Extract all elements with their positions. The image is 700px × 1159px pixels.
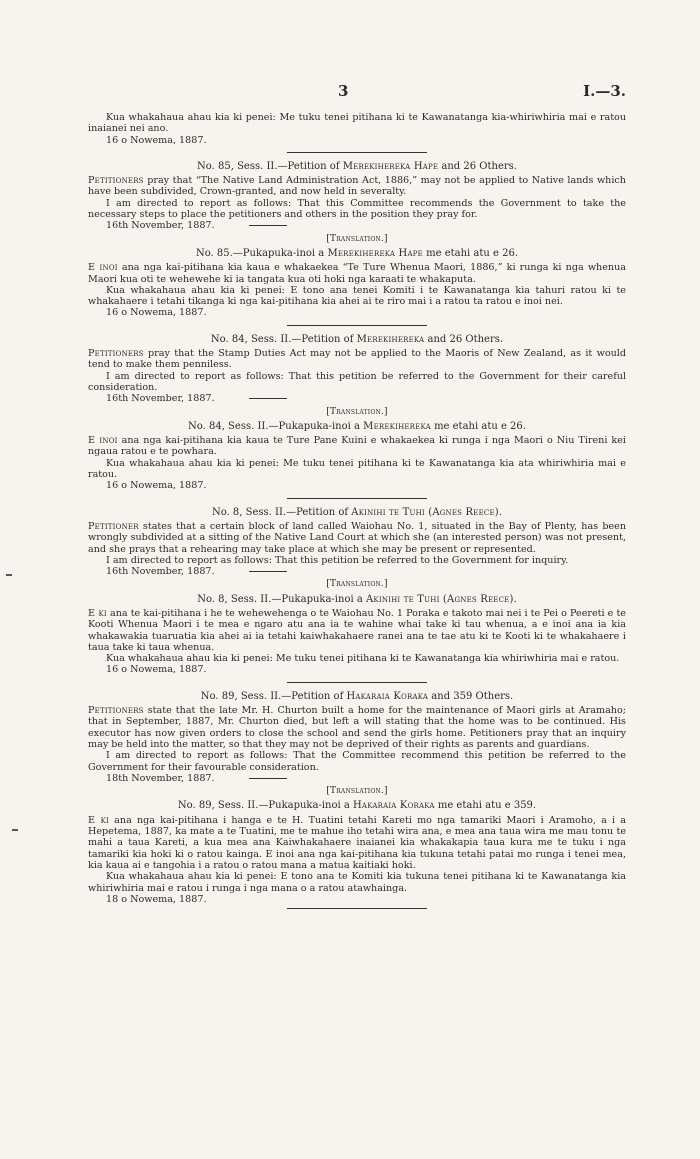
section-maori-tail bbox=[88, 112, 626, 146]
section-divider bbox=[287, 682, 427, 683]
petition-body: E ki ana te kai-pitihana i he te wehewehenga o te Waiohau No. 1 Poraka e takoto mai nei i te Pei o Peereti e te Kooti Whenua Maori i te mea e ngaro atu ana ia te wahine whai take ki tau whenua, a e inoi ana ia kia whakawakia tuaruatia kia ahei ai ia tetahi kaiwhakahaere ranei ana te tae atu ki te Kooti ki te whakahaere i taua take ki taua whenua. bbox=[88, 607, 626, 653]
petition-heading: No. 85.—Pukapuka-inoi a Merekihereka Hape me etahi atu e 26. bbox=[195, 247, 519, 259]
report-paragraph: I am directed to report as follows: That this Committee recommends the Government to take the necessary steps to place the petitioners and others in the position they pray for. bbox=[88, 197, 626, 221]
section-petition-89-maori bbox=[88, 786, 626, 905]
report-paragraph: Kua whakahaua ahau kia ki penei: Me tuku tenei pitihana ki te Kawanatanga kia ata whiriwhiria mai e ratou. bbox=[88, 457, 626, 481]
report-paragraph: Kua whakahaua ahau kia ki penei: Me tuku tenei pitihana ki te Kawanatanga kia-whiriwhiria mai e ratou inaianei nei ano. bbox=[88, 112, 626, 135]
report-paragraph: Kua whakahaua ahau kia ki penei: E tono ana te Komiti kia tukuna tenei pitihana ki te Kawanatanga kia whiriwhiria mai e ratou i runga i nga mana o a ratou atawhainga. bbox=[88, 871, 626, 894]
report-paragraph: I am directed to report as follows: That the Committee recommend this petition be referred to the Government for their favourable consideration. bbox=[88, 750, 626, 773]
document-page bbox=[88, 82, 626, 915]
petition-body: E ki ana nga kai-pitihana i hanga e te H. Tuatini tetahi Kareti mo nga tamariki Maori i Aramoho, a i a Hepetema, 1887, ka mate a te Tuatini, me te mahue iho tetahi wira ana, e mea ana taua wira me mau tonu te mahi a taua Kareti, a kua mea ana Kaiwhakahaere inaianei kia whakakapia taua kura me te tuku i nga tamariki kia hoki ki o ratou kainga. E inoi ana nga kai-pitihana kia tukuna tetahi patai mo runga i tenei mea, kia kaua ai e tangohia i a ratou o ratou mana a matua kaitiaki hoki. bbox=[88, 814, 626, 871]
report-date: 16 o Nowema, 1887. bbox=[106, 664, 207, 676]
translation-label: [Translation.] bbox=[326, 579, 388, 590]
margin-mark-2 bbox=[12, 829, 18, 831]
document-reference: I.—3. bbox=[583, 82, 626, 100]
page-number: 3 bbox=[338, 82, 349, 100]
report-date: 16th November, 1887. bbox=[88, 566, 626, 577]
petition-body: Petitioners state that the late Mr. H. Churton built a home for the maintenance of Maori girls at Aramaho; that in September, 1887, Mr. Churton died, but left a will stating that the home was to be continued. His executor has now given orders to close the school and send the girls home. Petitioners pray that an inquiry may be held into the matter, so that they may not be deprived of their rights as parents and guardians. bbox=[88, 705, 626, 750]
report-paragraph: I am directed to report as follows: That this petition be referred to the Government for inquiry. bbox=[106, 554, 569, 566]
section-petition-84-maori bbox=[88, 407, 626, 492]
petition-heading: No. 8, Sess. II.—Petition of Akinihi te Tuhi (Agnes Reece). bbox=[211, 506, 503, 518]
section-petition-85-maori bbox=[88, 234, 626, 319]
section-divider bbox=[287, 908, 427, 909]
report-paragraph: Kua whakahaua ahau kia ki penei: E tono ana tenei Komiti i te Kawanatanga kia tahuri ratou ki te whakahaere i tetahi tikanga ki nga kai-pitihana kia ahei ai te riro mai i a ratou ta ratou e inoi nei. bbox=[88, 284, 626, 308]
petition-heading: No. 89, Sess. II.—Pukapuka-inoi a Hakaraia Koraka me etahi atu e 359. bbox=[177, 800, 537, 812]
report-paragraph: I am directed to report as follows: That this petition be referred to the Government for their careful consideration. bbox=[88, 370, 626, 393]
short-rule bbox=[249, 778, 287, 779]
report-date: 16th November, 1887. bbox=[88, 220, 626, 231]
section-petition-8-english bbox=[88, 507, 626, 578]
translation-label: [Translation.] bbox=[326, 406, 388, 417]
section-divider bbox=[287, 325, 427, 326]
report-date: 16th November, 1887. bbox=[88, 393, 626, 404]
section-petition-89-english bbox=[88, 691, 626, 784]
margin-mark-1 bbox=[6, 574, 12, 576]
section-petition-8-maori bbox=[88, 579, 626, 675]
section-divider bbox=[287, 498, 427, 499]
petition-body: Petitioner states that a certain block of land called Waiohau No. 1, situated in the Bay of Plenty, has been wrongly subdivided at a sitting of the Native Land Court at which she (an interested person) was not present, and she prays that a rehearing may take place at which she may be present or represented. bbox=[88, 520, 626, 555]
report-date: 16 o Nowema, 1887. bbox=[106, 134, 207, 146]
report-date: 18th November, 1887. bbox=[88, 773, 626, 784]
petition-heading: No. 89, Sess. II.—Petition of Hakaraia Koraka and 359 Others. bbox=[200, 690, 514, 702]
report-date: 18 o Nowema, 1887. bbox=[106, 893, 207, 905]
petition-heading: No. 84, Sess. II.—Pukapuka-inoi a Merekihereka me etahi atu e 26. bbox=[188, 420, 526, 432]
page-header bbox=[88, 82, 626, 112]
short-rule bbox=[249, 398, 287, 399]
report-date: 16 o Nowema, 1887. bbox=[106, 307, 207, 319]
translation-label: [Translation.] bbox=[326, 233, 388, 244]
petition-body: E inoi ana nga kai-pitihana kia kaua e whakaekea “Te Ture Whenua Maori, 1886,” ki runga ki nga whenua Maori kua oti te wehewehe ki ia tangata kua oti hoki nga karaati te whakaputa. bbox=[88, 262, 626, 285]
petition-body: E inoi ana nga kai-pitihana kia kaua te Ture Pane Kuini e whakaekea ki runga i nga Maori o Niu Tireni kei ngaua ratou e te powhara. bbox=[88, 435, 626, 458]
petition-heading: No. 85, Sess. II.—Petition of Merekihereka Hape and 26 Others. bbox=[197, 160, 517, 172]
petition-heading: No. 8, Sess. II.—Pukapuka-inoi a Akinihi te Tuhi (Agnes Reece). bbox=[197, 593, 517, 605]
report-date: 16 o Nowema, 1887. bbox=[106, 480, 207, 492]
short-rule bbox=[249, 225, 287, 226]
petition-body: Petitioners pray that the Stamp Duties Act may not be applied to the Maoris of New Zealand, as it would tend to make them penniless. bbox=[88, 348, 626, 371]
petition-heading: No. 84, Sess. II.—Petition of Merekihereka and 26 Others. bbox=[210, 333, 504, 345]
short-rule bbox=[249, 571, 287, 572]
translation-label: [Translation.] bbox=[326, 786, 388, 797]
petition-body: Petitioners pray that “The Native Land Administration Act, 1886,” may not be applied to Native lands which have been subdivided, Crown-granted, and now held in severalty. bbox=[88, 175, 626, 198]
section-divider bbox=[287, 152, 427, 153]
section-petition-84-english bbox=[88, 334, 626, 405]
section-petition-85-english bbox=[88, 161, 626, 232]
report-paragraph: Kua whakahaua ahau kia ki penei: Me tuku tenei pitihana ki te Kawanatanga kia whiriwhiria mai e ratou. bbox=[106, 653, 620, 665]
